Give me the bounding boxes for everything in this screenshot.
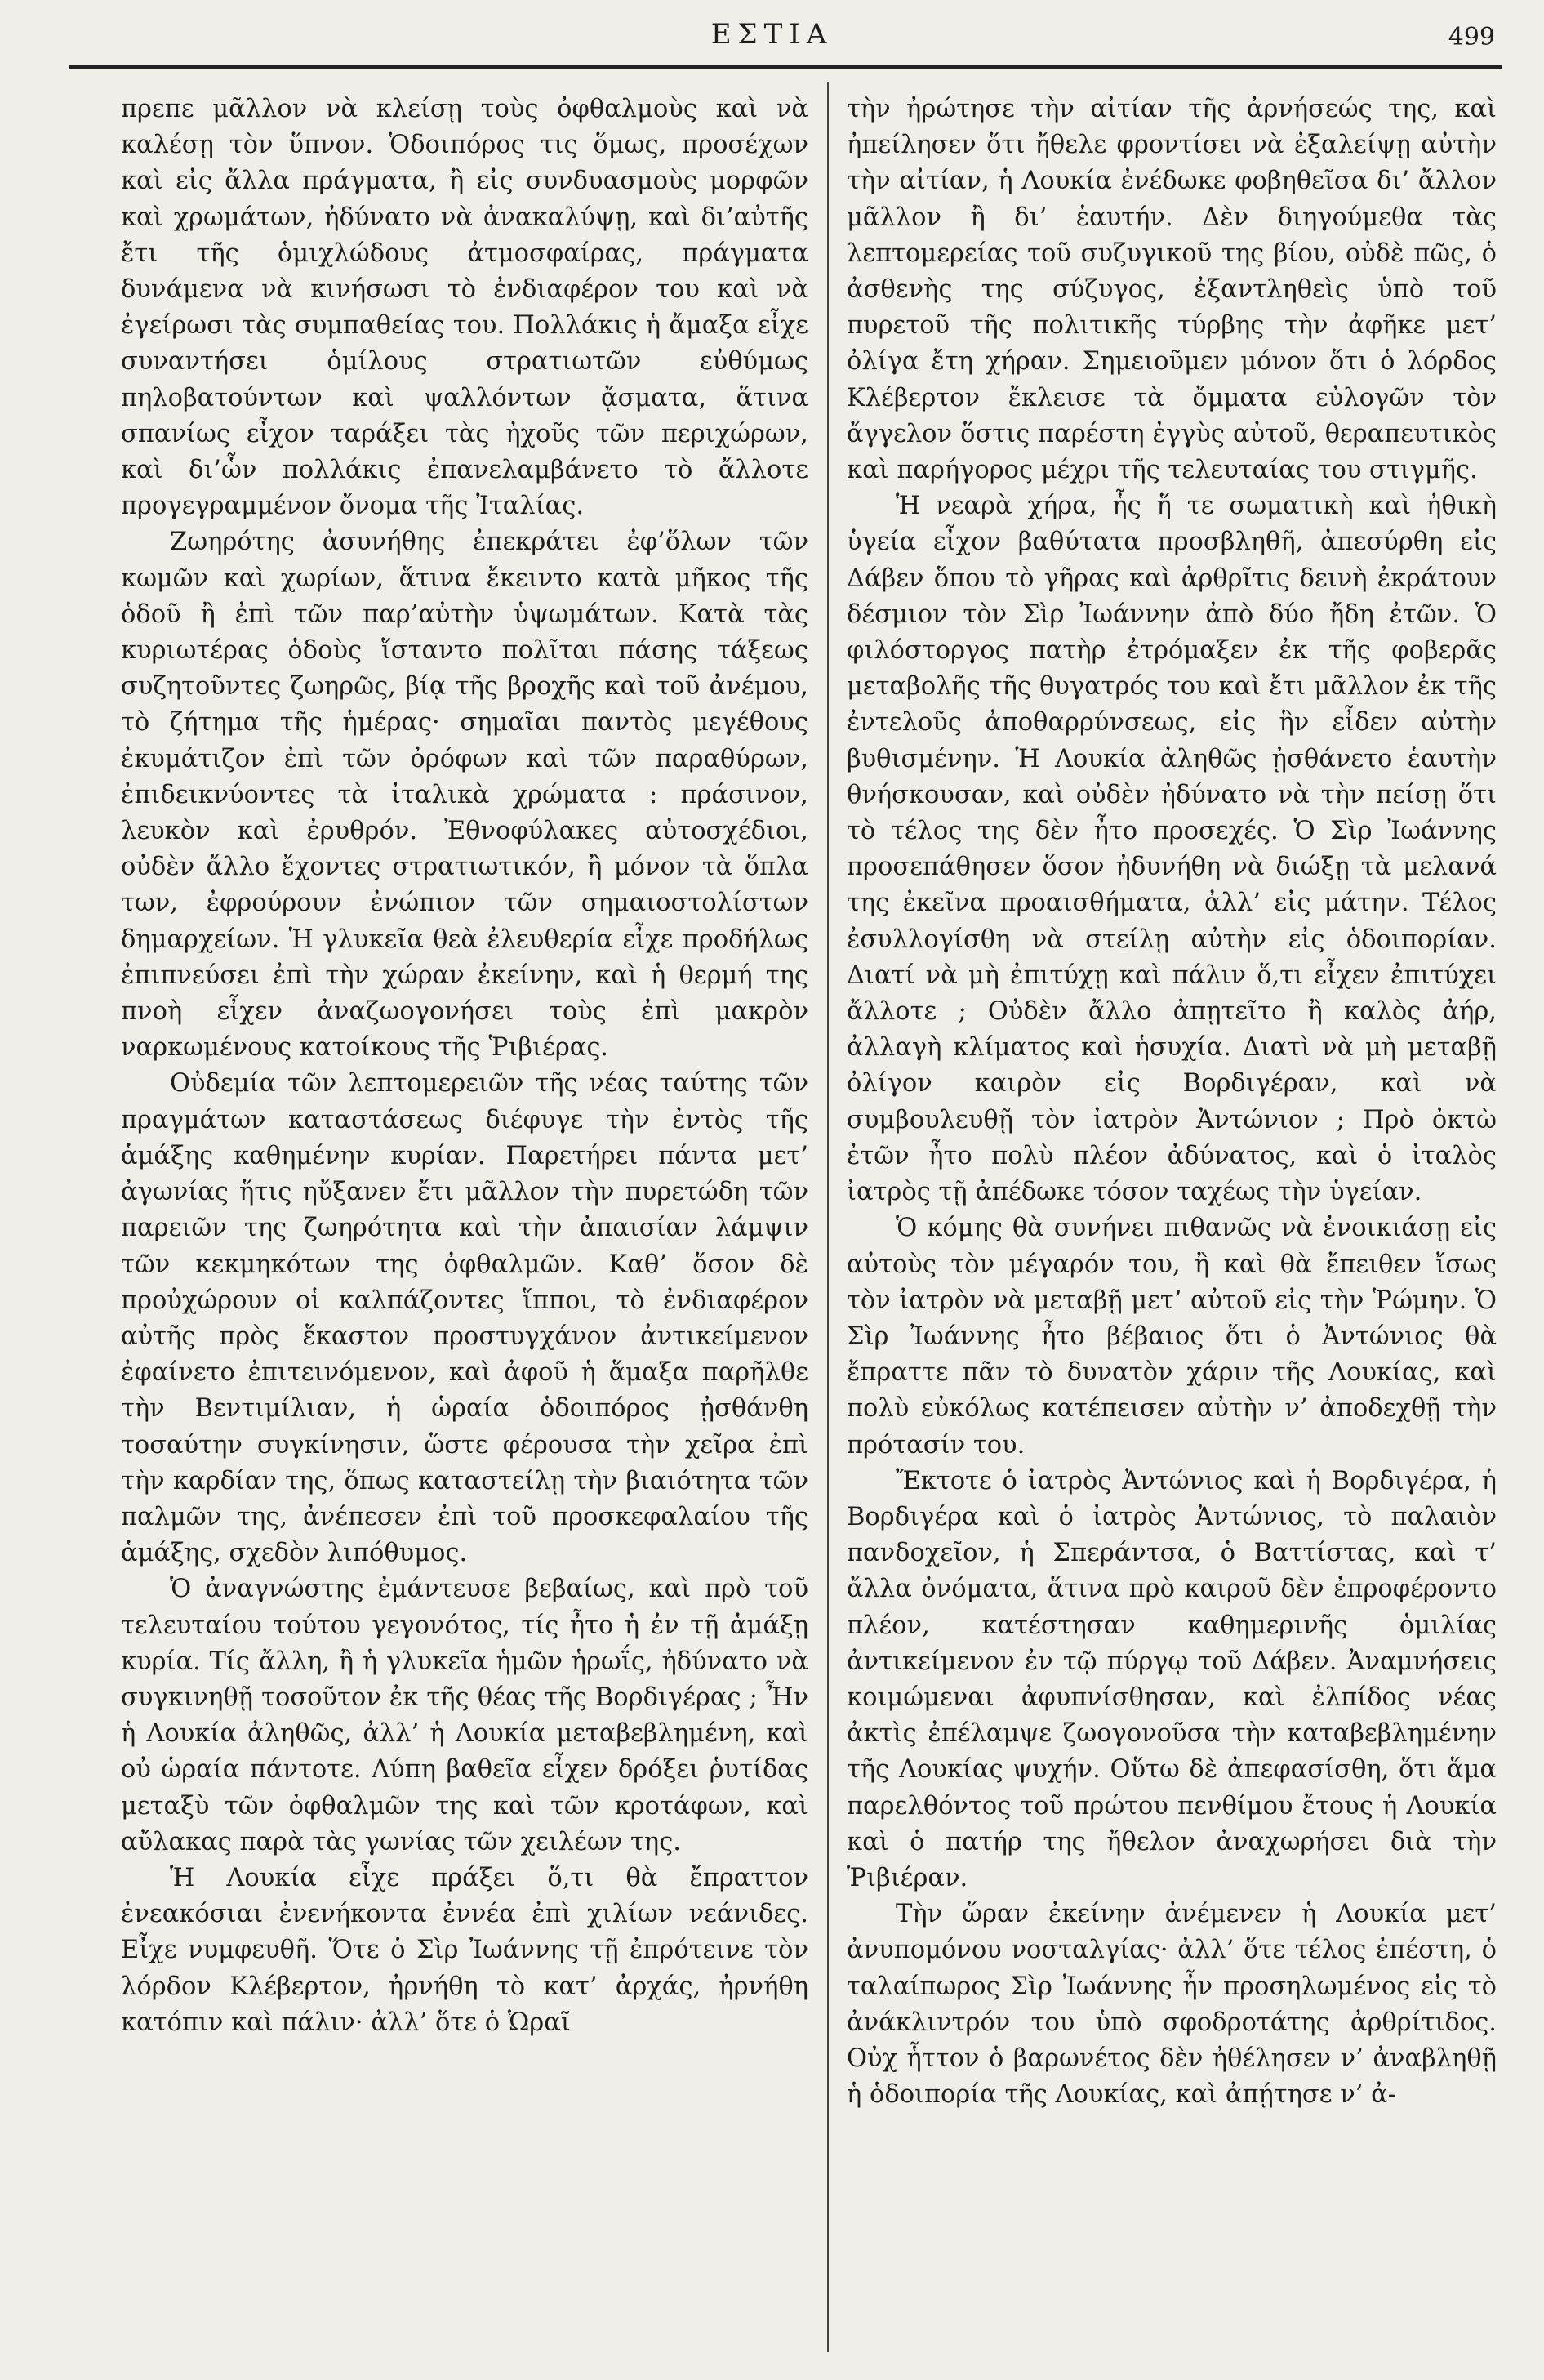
paragraph: Ὁ κόμης θὰ συνήνει πιθανῶς νὰ ἐνοικιάσῃ εἰς αὐτοὺς τὸν μέγαρόν του, ἢ καὶ θὰ ἔπειθεν ἴσως τὸν ἰατρὸν νὰ μεταβῇ μετ’ αὐτοῦ εἰς τὴν Ῥώμην. Ὁ Σὶρ Ἰωάννης ἦτο βέβαιος ὅτι ὁ Ἀντώνιος θὰ ἔπραττε πᾶν τὸ δυνατὸν χάριν τῆς Λουκίας, καὶ πολὺ εὐκόλως κατέπεισεν αὐτὴν ν’ ἀποδεχθῇ τὴν πρότασίν του. [847, 1214, 1497, 1460]
paragraph: Ὁ ἀναγνώστης ἐμάντευσε βεβαίως, καὶ πρὸ τοῦ τελευταίου τούτου γεγονότος, τίς ἦτο ἡ ἐν τῇ ἁμάξῃ κυρία. Τίς ἄλλη, ἢ ἡ γλυκεῖα ἡμῶν ἡρωΐς, ἠδύνατο νὰ συγκινηθῇ τοσοῦτον ἐκ τῆς θέας τῆς Βορδιγέρας ; Ἦν ἡ Λουκία ἀληθῶς, ἀλλ’ ἡ Λουκία μεταβεβλημένη, καὶ οὐ ὡραία πάντοτε. Λύπη βαθεῖα εἶχεν δρόξει ῥυτίδας μεταξὺ τῶν ὀφθαλμῶν της καὶ τῶν κροτάφων, καὶ αὔλακας παρὰ τὰς γωνίας τῶν χειλέων της. [121, 1575, 808, 1856]
paragraph: Τὴν ὥραν ἐκείνην ἀνέμενεν ἡ Λουκία μετ’ ἀνυπομόνου νοσταλγίας· ἀλλ’ ὅτε τέλος ἐπέστη, ὁ ταλαίπωρος Σὶρ Ἰωάννης ἦν προσηλωμένος εἰς τὸ ἀνάκλιντρόν του ὑπὸ σφοδροτάτης ἀρθρίτιδος. Οὐχ ἧττον ὁ βαρωνέτος δὲν ἠθέλησεν ν’ ἀναβληθῇ ἡ ὁδοιπορία τῆς Λουκίας, καὶ ἀπῄτησε ν’ ἀ- [847, 1900, 1497, 2110]
paragraph: Ζωηρότης ἀσυνήθης ἐπεκράτει ἐφ’ὅλων τῶν κωμῶν καὶ χωρίων, ἅτινα ἔκειντο κατὰ μῆκος τῆς ὁδοῦ ἢ ἐπὶ τῶν παρ’αὐτὴν ὑψωμάτων. Κατὰ τὰς κυριωτέρας ὁδοὺς ἵσταντο πολῖται πάσης τάξεως συζητοῦντες ζωηρῶς, βίᾳ τῆς βροχῆς καὶ τοῦ ἀνέμου, τὸ ζήτημα τῆς ἡμέρας· σημαῖαι παντὸς μεγέθους ἐκυμάτιζον ἐπὶ τῶν ὀρόφων καὶ τῶν παραθύρων, ἐπιδεικνύοντες τὰ ἰταλικὰ χρώματα : πράσινον, λευκὸν καὶ ἐρυθρόν. Ἐθνοφύλακες αὐτοσχέδιοι, οὐδὲν ἄλλο ἔχοντες στρατιωτικόν, ἢ μόνον τὰ ὅπλα των, ἐφρούρουν ἐνώπιον τῶν σημαιοστολίστων δημαρχείων. Ἡ γλυκεῖα θεὰ ἐλευθερία εἶχε προδήλως ἐπιπνεύσει ἐπὶ τὴν χώραν ἐκείνην, καὶ ἡ θερμή της πνοὴ εἶχεν ἀναζωογονήσει τοὺς ἐπὶ μακρὸν ναρκωμένους κατοίκους τῆς Ῥιβιέρας. [121, 528, 808, 1063]
paragraph: πρεπε μᾶλλον νὰ κλείσῃ τοὺς ὀφθαλμοὺς καὶ νὰ καλέσῃ τὸν ὕπνον. Ὁδοιπόρος τις ὅμως, προσέχων καὶ εἰς ἄλλα πράγματα, ἢ εἰς συνδυασμοὺς μορφῶν καὶ χρωμάτων, ἠδύνατο νὰ ἀνακαλύψῃ, καὶ δι’αὐτῆς ἔτι τῆς ὁμιχλώδους ἀτμοσφαίρας, πράγματα δυνάμενα νὰ κινήσωσι τὸ ἐνδιαφέρον του καὶ νὰ ἐγείρωσι τὰς συμπαθείας του. Πολλάκις ἡ ἄμαξα εἶχε συναντήσει ὁμίλους στρατιωτῶν εὐθύμως πηλοβατούντων καὶ ψαλλόντων ᾄσματα, ἅτινα σπανίως εἶχον ταράξει τὰς ἠχοῦς τῶν περιχώρων, καὶ δι’ὧν πολλάκις ἐπανελαμβάνετο τὸ ἄλλοτε προγεγραμμένον ὄνομα τῆς Ἰταλίας. [121, 95, 808, 521]
column-divider [827, 82, 829, 2352]
left-column [121, 91, 808, 2346]
journal-title: ΕΣΤΙΑ [710, 18, 834, 51]
page-number: 499 [1448, 23, 1495, 51]
paragraph: τὴν ἠρώτησε τὴν αἰτίαν τῆς ἀρνήσεώς της, καὶ ἠπείλησεν ὅτι ἤθελε φροντίσει νὰ ἐξαλείψῃ αὐτὴν τὴν αἰτίαν, ἡ Λουκία ἐνέδωκε φοβηθεῖσα δι’ ἄλλον μᾶλλον ἢ δι’ ἑαυτήν. Δὲν διηγούμεθα τὰς λεπτομερείας τοῦ συζυγικοῦ της βίου, οὐδὲ πῶς, ὁ ἀσθενὴς της σύζυγος, ἐξαντληθεὶς ὑπὸ τοῦ πυρετοῦ τῆς πολιτικῆς τύρβης τὴν ἀφῆκε μετ’ ὀλίγα ἔτη χήραν. Σημειοῦμεν μόνον ὅτι ὁ λόρδος Κλέβερτον ἔκλεισε τὰ ὄμματα εὐλογῶν τὸν ἄγγελον ὅστις παρέστη ἐγγὺς αὐτοῦ, θεραπευτικὸς καὶ παρήγορος μέχρι τῆς τελευταίας του στιγμῆς. [847, 95, 1497, 485]
page-header [0, 0, 1544, 74]
paragraph: Οὐδεμία τῶν λεπτομερειῶν τῆς νέας ταύτης τῶν πραγμάτων καταστάσεως διέφυγε τὴν ἐντὸς τῆς ἁμάξης καθημένην κυρίαν. Παρετήρει πάντα μετ’ ἀγωνίας ἥτις ηὔξανεν ἔτι μᾶλλον τὴν πυρετώδη τῶν παρειῶν της ζωηρότητα καὶ τὴν ἀπαισίαν λάμψιν τῶν κεκμηκότων της ὀφθαλμῶν. Καθ’ ὅσον δὲ προὐχώρουν οἱ καλπάζοντες ἵπποι, τὸ ἐνδιαφέρον αὐτῆς πρὸς ἕκαστον προστυγχάνον ἀντικείμενον ἐφαίνετο ἐπιτεινόμενον, καὶ ἀφοῦ ἡ ἅμαξα παρῆλθε τὴν Βεντιμίλιαν, ἡ ὡραία ὁδοιπόρος ᾐσθάνθη τοσαύτην συγκίνησιν, ὥστε φέρουσα τὴν χεῖρα ἐπὶ τὴν καρδίαν της, ὅπως καταστείλῃ τὴν βιαιότητα τῶν παλμῶν της, ἀνέπεσεν ἐπὶ τοῦ προσκεφαλαίου τῆς ἁμάξης, σχεδὸν λιπόθυμος. [121, 1069, 808, 1568]
paragraph: Ἡ νεαρὰ χήρα, ἧς ἥ τε σωματικὴ καὶ ἠθικὴ ὑγεία εἶχον βαθύτατα προσβληθῆ, ἀπεσύρθη εἰς Δάβεν ὅπου τὸ γῆρας καὶ ἀρθρῖτις δεινὴ ἐκράτουν δέσμιον τὸν Σὶρ Ἰωάννην ἀπὸ δύο ἤδη ἐτῶν. Ὁ φιλόστοργος πατὴρ ἐτρόμαξεν ἐκ τῆς φοβερᾶς μεταβολῆς τῆς θυγατρός του καὶ ἔτι μᾶλλον ἐκ τῆς ἐντελοῦς ἀποθαρρύνσεως, εἰς ἣν εἶδεν αὐτὴν βυθισμένην. Ἡ Λουκία ἀληθῶς ᾐσθάνετο ἑαυτὴν θνήσκουσαν, καὶ οὐδὲν ἠδύνατο νὰ τὴν πείσῃ ὅτι τὸ τέλος της δὲν ἦτο προσεχές. Ὁ Σὶρ Ἰωάννης προσεπάθησεν ὅσον ἠδυνήθη νὰ διώξῃ τὰ μελανά της ἐκεῖνα προαισθήματα, ἀλλ’ εἰς μάτην. Τέλος ἐσυλλογίσθη νὰ στείλῃ αὐτὴν εἰς ὁδοιπορίαν. Διατί νὰ μὴ ἐπιτύχῃ καὶ πάλιν ὅ,τι εἶχεν ἐπιτύχει ἄλλοτε ; Οὐδὲν ἄλλο ἀπῃτεῖτο ἢ καλὸς ἀήρ, ἀλλαγὴ κλίματος καὶ ἡσυχία. Διατὶ νὰ μὴ μεταβῇ ὀλίγον καιρὸν εἰς Βορδιγέραν, καὶ νὰ συμβουλευθῇ τὸν ἰατρὸν Ἀντώνιον ; Πρὸ ὀκτὼ ἐτῶν ἦτο πολὺ πλέον ἀδύνατος, καὶ ὁ ἰταλὸς ἰατρὸς τῇ ἀπέδωκε τόσον ταχέως τὴν ὑγείαν. [847, 492, 1497, 1207]
right-column [847, 91, 1497, 2346]
header-rule [69, 65, 1502, 69]
paragraph: Ἔκτοτε ὁ ἰατρὸς Ἀντώνιος καὶ ἡ Βορδιγέρα, ἡ Βορδιγέρα καὶ ὁ ἰατρὸς Ἀντώνιος, τὸ παλαιὸν πανδοχεῖον, ἡ Σπεράντσα, ὁ Βαττίστας, καὶ τ’ ἄλλα ὀνόματα, ἅτινα πρὸ καιροῦ δὲν ἐπροφέροντο πλέον, κατέστησαν καθημερινῆς ὁμιλίας ἀντικείμενον ἐν τῷ πύργῳ τοῦ Δάβεν. Ἀναμνήσεις κοιμώμεναι ἀφυπνίσθησαν, καὶ ἐλπίδος νέας ἀκτὶς ἐπέλαμψε ζωογονοῦσα τὴν καταβεβλημένην τῆς Λουκίας ψυχήν. Οὕτω δὲ ἀπεφασίσθη, ὅτι ἅμα παρελθόντος τοῦ πρώτου πενθίμου ἔτους ἡ Λουκία καὶ ὁ πατήρ της ἤθελον ἀναχωρήσει διὰ τὴν Ῥιβιέραν. [847, 1466, 1497, 1892]
paragraph: Ἡ Λουκία εἶχε πράξει ὅ,τι θὰ ἔπραττον ἐνεακόσιαι ἐνενήκοντα ἐννέα ἐπὶ χιλίων νεάνιδες. Εἶχε νυμφευθῆ. Ὅτε ὁ Σὶρ Ἰωάννης τῇ ἐπρότεινε τὸν λόρδον Κλέβερτον, ἠρνήθη τὸ κατ’ ἀρχάς, ἠρνήθη κατόπιν καὶ πάλιν· ἀλλ’ ὅτε ὁ Ὡραῖ [121, 1863, 808, 2037]
